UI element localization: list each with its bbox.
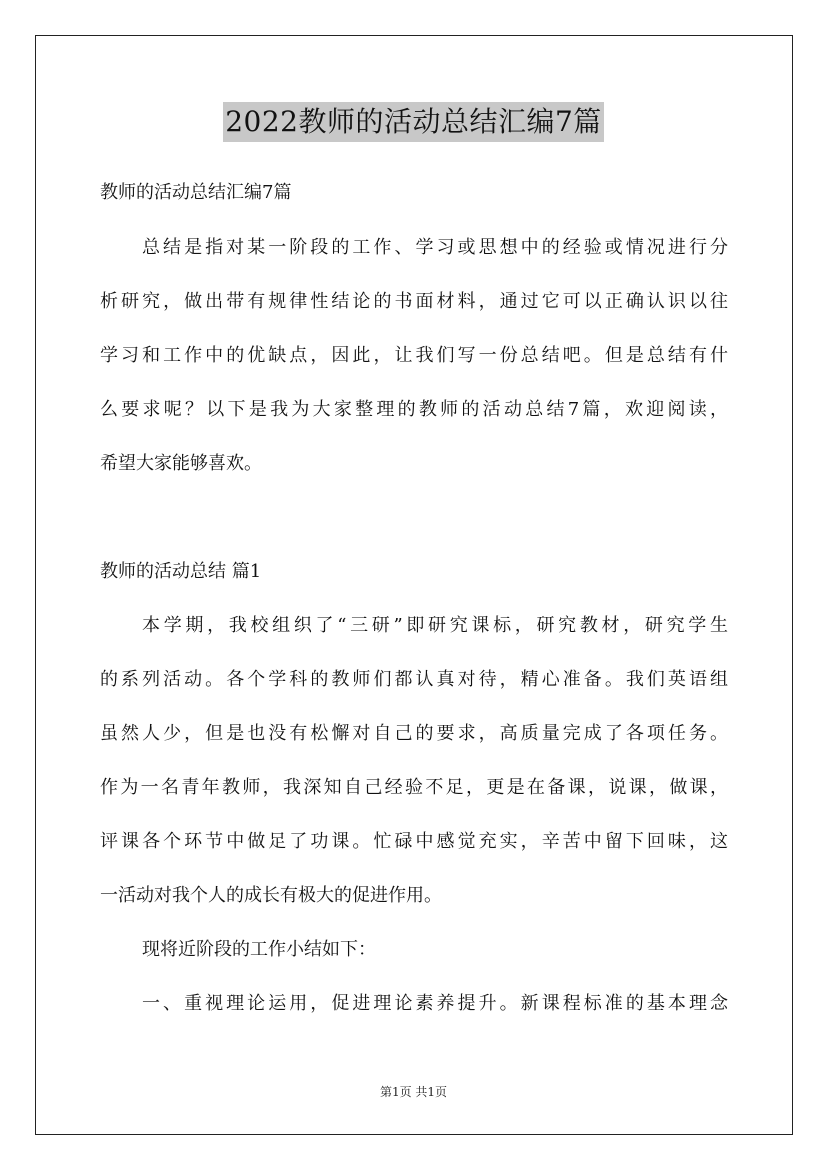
section-heading: 教师的活动总结 篇1 [100,561,262,582]
intro-line-3: 学习和工作中的优缺点，因此，让我们写一份总结吧。但是总结有什 [100,345,728,366]
section-line-5: 评课各个环节中做足了功课。忙碌中感觉充实，辛苦中留下回味，这 [100,831,728,852]
section-line-1: 本学期，我校组织了“三研”即研究课标，研究教材，研究学生 [142,615,728,636]
section-line-3: 虽然人少，但是也没有松懈对自己的要求，高质量完成了各项任务。 [100,723,728,744]
intro-line-5: 希望大家能够喜欢。 [100,453,262,474]
title-container [0,102,827,142]
point-one: 一、重视理论运用，促进理论素养提升。新课程标准的基本理念 [142,993,728,1014]
page-footer: 第1页 共1页 [379,1085,448,1099]
intro-line-1: 总结是指对某一阶段的工作、学习或思想中的经验或情况进行分 [142,237,728,258]
document-title: 2022教师的活动总结汇编7篇 [223,102,604,142]
summary-intro: 现将近阶段的工作小结如下： [142,939,376,960]
section-line-2: 的系列活动。各个学科的教师们都认真对待，精心准备。我们英语组 [100,669,728,690]
intro-line-4: 么要求呢？以下是我为大家整理的教师的活动总结7篇，欢迎阅读， [100,399,728,420]
section-line-4: 作为一名青年教师，我深知自己经验不足，更是在备课，说课，做课， [100,777,728,798]
document-subtitle: 教师的活动总结汇编7篇 [100,182,292,203]
intro-line-2: 析研究，做出带有规律性结论的书面材料，通过它可以正确认识以往 [100,291,728,312]
section-line-6: 一活动对我个人的成长有极大的促进作用。 [100,885,442,906]
